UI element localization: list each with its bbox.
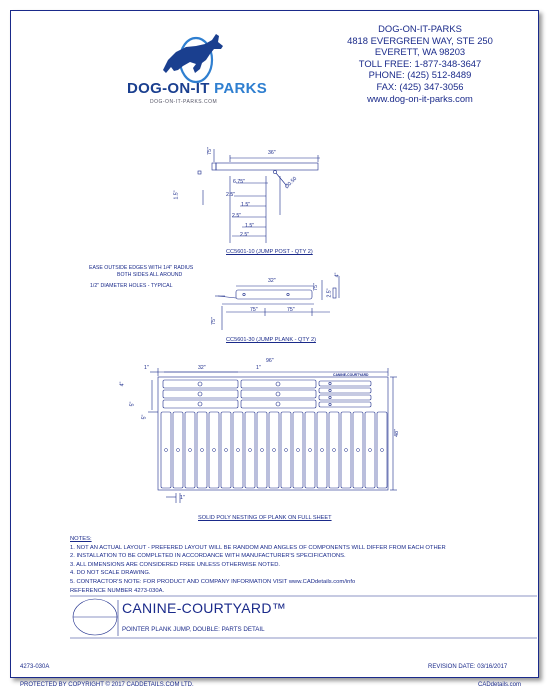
- nesting-dim-5b: 5": [141, 414, 148, 420]
- nesting-dim-48: 48": [393, 429, 400, 437]
- plank-dim-75d: 75": [210, 317, 217, 325]
- post-dim-75: 75": [206, 147, 213, 155]
- general-notes: [70, 535, 446, 595]
- nesting-sheet-drawing: [148, 368, 397, 503]
- plank-note-3: 1/2" DIAMETER HOLES - TYPICAL: [90, 283, 173, 289]
- plank-note-1: EASE OUTSIDE EDGES WITH 1/4" RADIUS: [89, 265, 194, 271]
- drawing-title: CANINE-COURTYARD™: [122, 600, 287, 616]
- plank-dim-32: 32": [268, 278, 276, 284]
- notes-header: NOTES:: [70, 536, 92, 542]
- nesting-dim-4: 4": [119, 381, 126, 387]
- note-2: 2. INSTALLATION TO BE COMPLETED IN ACCORDANCE WITH MANUFACTURER'S SPECIFICATIONS.: [70, 553, 346, 560]
- logo-wordmark: DOG-ON-IT PARKS: [127, 80, 268, 97]
- post-dim-15b: 1.5": [241, 202, 251, 208]
- plank-caption: CC5601-30 (JUMP PLANK - QTY 2): [226, 337, 316, 343]
- post-dim-36: 36": [268, 150, 276, 156]
- plank-dim-4: 4": [334, 272, 341, 278]
- plank-dim-75a: 75": [312, 283, 319, 291]
- jump-plank-drawing: [215, 276, 339, 330]
- nesting-dim-32: 32": [198, 365, 206, 371]
- nesting-dim-1a: 1": [144, 365, 149, 371]
- phone: PHONE: (425) 512-8489: [368, 69, 472, 81]
- company-name: DOG-ON-IT-PARKS: [378, 23, 462, 34]
- nesting-dim-5a: 5": [129, 401, 136, 407]
- note-4: 4. DO NOT SCALE DRAWING.: [70, 570, 151, 577]
- fax: FAX: (425) 347-3056: [376, 80, 464, 92]
- copyright: PROTECTED BY COPYRIGHT © 2017 CADDETAILS.COM LTD.: [20, 682, 194, 688]
- nesting-sheet-label: CANINE-COURTYARD: [333, 373, 369, 377]
- nesting-dim-1b: 1": [256, 365, 261, 371]
- vertical-posts: [161, 412, 387, 488]
- post-dim-25c: 2.5": [240, 232, 250, 238]
- logo-url: DOG-ON-IT-PARKS.COM: [150, 99, 218, 105]
- address-line-1: 4818 EVERGREEN WAY, STE 250: [347, 34, 493, 46]
- post-dim-15c: 1.5": [245, 223, 255, 229]
- toll-free: TOLL FREE: 1-877-348-3647: [358, 57, 482, 69]
- plank-dim-75c: 75": [287, 307, 295, 313]
- note-3: 3. ALL DIMENSIONS ARE CONSIDERED FREE UNLESS OTHERWISE NOTED.: [70, 561, 281, 568]
- plank-dim-25: 2.5": [326, 288, 333, 298]
- note-1: 1. NOT AN ACTUAL LAYOUT - PREFERED LAYOUT WILL BE RANDOM AND ANGLES OF COMPONENTS WILL DIFFER FROM EACH OTHER: [70, 544, 446, 551]
- jump-post-drawing: [198, 149, 320, 243]
- nesting-dim-96: 96": [266, 358, 274, 364]
- nesting-caption: SOLID POLY NESTING OF PLANK ON FULL SHEET: [198, 515, 332, 521]
- post-caption: CC5601-10 (JUMP POST - QTY 2): [226, 249, 313, 255]
- nesting-dim-1c: 1": [180, 495, 185, 501]
- caddetails-site: CADdetails.com: [478, 682, 522, 688]
- note-5: 5. CONTRACTOR'S NOTE: FOR PRODUCT AND COMPANY INFORMATION VISIT www.CADdetails.com/info: [70, 578, 356, 585]
- drawing-subtitle: POINTER PLANK JUMP, DOUBLE: PARTS DETAIL: [122, 626, 265, 633]
- address-line-2: EVERETT, WA 98203: [374, 46, 466, 58]
- post-dim-25b: 2.5": [232, 213, 242, 219]
- post-dim-675: 6.75": [233, 179, 245, 185]
- revision-date: REVISION DATE: 03/16/2017: [428, 664, 508, 670]
- post-dim-15: 1.5": [173, 190, 180, 200]
- plank-note-2: BOTH SIDES ALL AROUND: [117, 272, 183, 278]
- drawing-number: 4273-030A: [20, 664, 50, 670]
- website: www.dog-on-it-parks.com: [367, 92, 473, 104]
- post-dim-25a: 2.5": [226, 192, 236, 198]
- note-6: REFERENCE NUMBER 4273-030A.: [70, 587, 165, 594]
- plank-dim-75b: 75": [250, 307, 258, 313]
- post-dim-diameter: Ø0.50: [283, 175, 299, 191]
